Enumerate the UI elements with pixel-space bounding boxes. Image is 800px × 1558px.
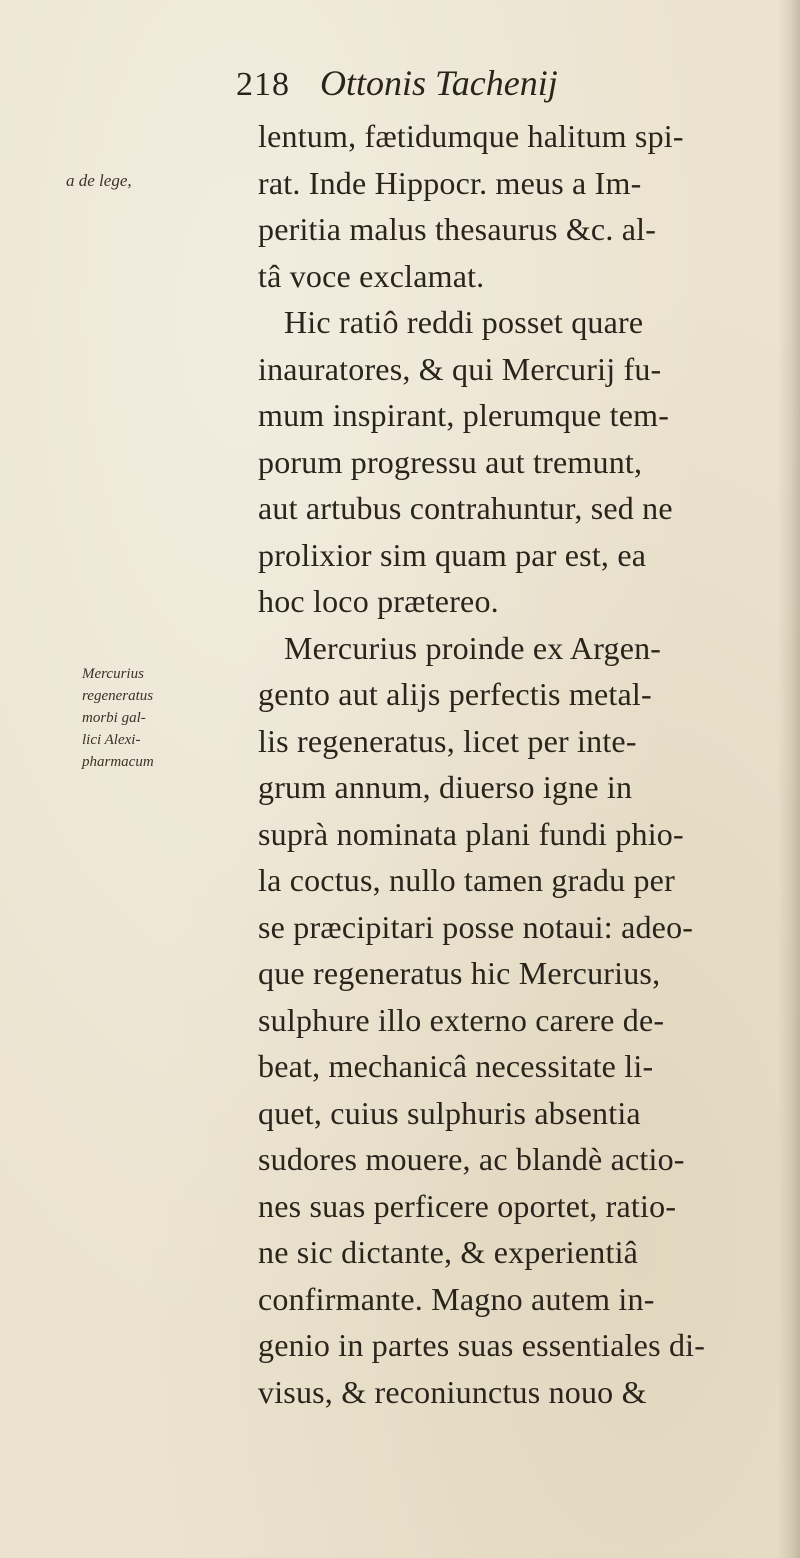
text-line: sudores mouere, ac blandè actio-	[258, 1141, 685, 1177]
text-line: que regeneratus hic Mercurius,	[258, 955, 661, 991]
text-line: rat. Inde Hippocr. meus a Im-	[258, 164, 642, 201]
text-line: porum progressu aut tremunt,	[258, 443, 643, 480]
text-line: inauratores, & qui Mercurij fu-	[258, 350, 662, 387]
text-line: ne sic dictante, & experientiâ	[258, 1234, 639, 1270]
text-line: tâ voce exclamat.	[258, 257, 485, 294]
margin-note-line: regeneratus	[82, 688, 154, 704]
main-text	[258, 113, 778, 1415]
text-line: lentum, fætidumque halitum spi-	[258, 118, 684, 154]
text-line: peritia malus thesaurus &c. al-	[258, 211, 657, 247]
text-line: hoc loco prætereo.	[258, 583, 499, 619]
text-line: visus, & reconiunctus nouo &	[258, 1373, 647, 1410]
text-line: lis regeneratus, licet per inte-	[258, 722, 637, 759]
page-number: 218	[236, 66, 290, 103]
page-header	[236, 62, 558, 114]
text-line: suprà nominata plani fundi phio-	[258, 815, 684, 852]
margin-note-mercurius	[82, 663, 232, 773]
text-line: quet, cuius sulphuris absentia	[258, 1094, 641, 1131]
text-line: Mercurius proinde ex Argen-	[284, 629, 662, 666]
text-line: aut artubus contrahuntur, sed ne	[258, 490, 673, 526]
text-line: prolixior sim quam par est, ea	[258, 536, 647, 573]
margin-note-line: Mercurius	[82, 666, 144, 682]
margin-note-line: lici Alexi-	[82, 732, 141, 748]
text-line: Hic ratiô reddi posset quare	[284, 304, 644, 340]
text-line: gento aut alijs perfectis metal-	[258, 676, 652, 712]
text-line: grum annum, diuerso igne in	[258, 769, 633, 805]
text-line: sulphure illo externo carere de-	[258, 1001, 665, 1038]
margin-note-line: morbi gal-	[82, 710, 146, 726]
text-line: nes suas perficere oportet, ratio-	[258, 1187, 677, 1224]
running-title: Ottonis Tachenij	[320, 63, 558, 103]
page-edge-shadow	[778, 0, 800, 1558]
text-line: genio in partes suas essentiales di-	[258, 1327, 706, 1363]
margin-note-de-lege: a de lege,	[66, 171, 132, 190]
margin-note-line: pharmacum	[82, 754, 154, 770]
text-line: confirmante. Magno autem in-	[258, 1280, 655, 1317]
text-line: beat, mechanicâ necessitate li-	[258, 1048, 654, 1084]
text-line: la coctus, nullo tamen gradu per	[258, 862, 675, 898]
text-line: mum inspirant, plerumque tem-	[258, 397, 670, 433]
text-line: se præcipitari posse notaui: adeo-	[258, 908, 694, 945]
